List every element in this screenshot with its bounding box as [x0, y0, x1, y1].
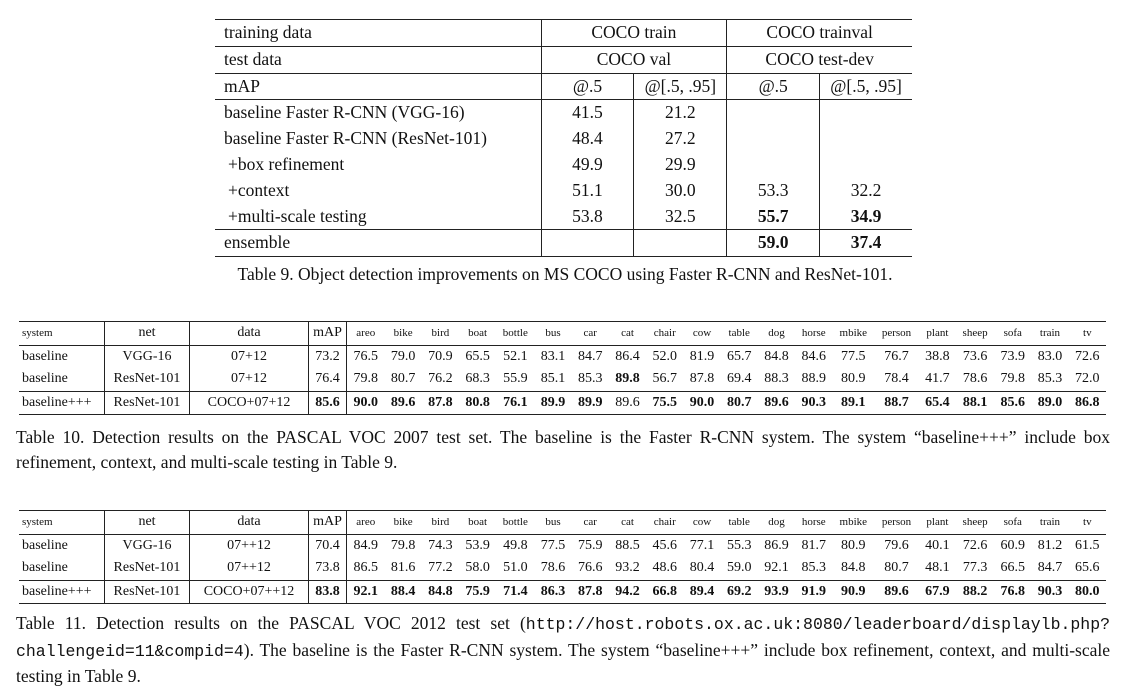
cell: 84.7: [1037, 560, 1063, 575]
header-system: system: [19, 322, 105, 346]
row-data: 07+12: [190, 368, 309, 391]
table-row: [19, 368, 1106, 391]
cell: 65.4: [919, 391, 956, 415]
cell: 76.7: [884, 348, 909, 364]
table-row: [19, 345, 1106, 368]
cell: 77.5: [540, 537, 566, 553]
header-label: mAP: [215, 73, 541, 100]
cell: 71.4: [496, 580, 534, 604]
cell: 79.8: [390, 537, 416, 553]
cell: 32.2: [850, 179, 882, 200]
cell: 80.9: [841, 371, 866, 386]
header-class: table: [721, 511, 758, 535]
cell: 74.3: [428, 537, 453, 553]
cell: 85.3: [578, 371, 603, 386]
cell: 40.1: [925, 537, 950, 553]
header-class: bike: [385, 511, 422, 535]
row-system: baseline+++: [19, 580, 105, 604]
header-train-split: COCO train: [541, 20, 727, 47]
caption-url-link[interactable]: http://host.robots.ox.ac.uk:8080/leaderboard/displaylb.php?challengeid=11&compid=4: [16, 615, 1110, 661]
cell: 87.8: [422, 391, 459, 415]
cell: 86.3: [534, 580, 571, 604]
caption-text: Table 11. Detection results on the PASCAL VOC 2012 test set (: [16, 613, 526, 633]
cell: 90.0: [683, 391, 720, 415]
cell: 79.8: [353, 371, 378, 386]
cell: 80.4: [689, 560, 715, 575]
cell: 89.8: [615, 371, 640, 386]
table-row: [215, 230, 912, 257]
cell: 88.4: [385, 580, 422, 604]
cell: 84.8: [841, 560, 866, 575]
row-label: +box refinement: [215, 152, 541, 178]
cell: 76.6: [578, 560, 603, 575]
cell: 80.0: [1069, 580, 1106, 604]
cell: 89.4: [683, 580, 720, 604]
cell: 80.7: [390, 371, 416, 386]
cell: 70.9: [428, 348, 453, 364]
row-net: ResNet-101: [105, 391, 190, 415]
cell: 81.2: [1037, 537, 1063, 553]
cell: 34.9: [850, 205, 882, 226]
header-class: horse: [795, 511, 832, 535]
cell: [541, 230, 634, 257]
cell: 84.8: [422, 580, 459, 604]
header-class: train: [1031, 322, 1068, 346]
header-label: training data: [215, 20, 541, 47]
cell: 59.0: [727, 230, 820, 257]
table-row: [215, 100, 912, 126]
cell: 94.2: [609, 580, 646, 604]
row-map: 70.4: [309, 534, 347, 557]
header-class: cow: [683, 511, 720, 535]
cell: 66.8: [646, 580, 683, 604]
row-label: +multi-scale testing: [215, 204, 541, 230]
cell: [820, 100, 912, 126]
cell: 88.9: [801, 371, 826, 386]
header-class: person: [874, 511, 919, 535]
cell: 65.5: [465, 348, 490, 364]
row-data: COCO+07++12: [190, 580, 309, 604]
row-net: ResNet-101: [105, 580, 190, 604]
cell: [634, 230, 727, 257]
cell: 51.0: [503, 560, 528, 575]
cell: 87.8: [572, 580, 609, 604]
header-class: plant: [919, 511, 956, 535]
cell: 92.1: [347, 580, 385, 604]
table-row: [19, 580, 1106, 604]
row-data: COCO+07+12: [190, 391, 309, 415]
cell: 75.9: [459, 580, 496, 604]
header-class: car: [572, 511, 609, 535]
row-map: 83.8: [309, 580, 347, 604]
cell: 76.2: [428, 371, 453, 386]
row-system: baseline: [19, 345, 105, 368]
cell: 58.0: [465, 560, 490, 575]
cell: 55.7: [727, 204, 820, 230]
header-test-split: COCO val: [541, 46, 727, 73]
cell: 90.9: [832, 580, 874, 604]
row-system: baseline: [19, 557, 105, 580]
header-test-split: COCO test-dev: [727, 46, 912, 73]
cell: 77.3: [962, 560, 988, 575]
header-class: tv: [1069, 322, 1106, 346]
header-class: boat: [459, 511, 496, 535]
row-net: ResNet-101: [105, 557, 190, 580]
cell: 88.7: [874, 391, 919, 415]
header-class: chair: [646, 511, 683, 535]
cell: 90.0: [347, 391, 385, 415]
cell: 41.5: [541, 100, 634, 126]
cell: 73.9: [1000, 348, 1025, 364]
cell: 48.4: [541, 126, 634, 152]
cell: 84.8: [764, 348, 789, 364]
header-class: train: [1031, 511, 1068, 535]
header-net: net: [105, 511, 190, 535]
cell: 52.0: [652, 348, 677, 364]
cell: 72.6: [1075, 348, 1100, 364]
header-label: test data: [215, 46, 541, 73]
header-class: tv: [1069, 511, 1106, 535]
cell: 21.2: [634, 100, 727, 126]
table-10-caption: Table 10. Detection results on the PASCAL VOC 2007 test set. The baseline is the Faster R-CNN system. The system “baseline+++” include box refinement, context, and multi-scale testing in Table 9.: [16, 427, 1110, 472]
cell: 87.8: [689, 371, 715, 386]
cell: 68.3: [465, 371, 490, 386]
header-class: person: [874, 322, 919, 346]
cell: 88.5: [615, 537, 640, 553]
cell: 29.9: [634, 152, 727, 178]
header-row: [19, 322, 1106, 346]
cell: 89.6: [385, 391, 422, 415]
cell: 85.3: [801, 560, 826, 575]
table-9: [215, 19, 912, 257]
header-map: mAP: [309, 322, 347, 346]
cell: 78.6: [540, 560, 566, 575]
row-map: 73.2: [309, 345, 347, 368]
cell: 55.9: [503, 371, 528, 386]
header-row: [19, 511, 1106, 535]
cell: 48.6: [652, 560, 677, 575]
header-class: bus: [534, 511, 571, 535]
row-label: baseline Faster R-CNN (VGG-16): [215, 100, 541, 126]
cell: 65.6: [1075, 560, 1100, 575]
header-metric: @[.5, .95]: [634, 73, 727, 100]
cell: 45.6: [652, 537, 677, 553]
cell: 88.3: [764, 371, 789, 386]
cell: [727, 152, 820, 178]
row-map: 73.8: [309, 557, 347, 580]
cell: 93.2: [615, 560, 640, 575]
header-class: bike: [385, 322, 422, 346]
cell: 90.3: [795, 391, 832, 415]
cell: 77.2: [428, 560, 453, 575]
row-data: 07++12: [190, 534, 309, 557]
header-class: mbike: [832, 322, 874, 346]
cell: 90.3: [1031, 580, 1068, 604]
header-class: sheep: [956, 511, 994, 535]
row-label: +context: [215, 178, 541, 204]
header-class: cow: [683, 322, 720, 346]
cell: 84.9: [353, 537, 378, 553]
row-system: baseline: [19, 534, 105, 557]
cell: 84.7: [578, 348, 603, 364]
header-net: net: [105, 322, 190, 346]
cell: 75.9: [578, 537, 603, 553]
row-map: 76.4: [309, 368, 347, 391]
header-class: bottle: [496, 511, 534, 535]
row-net: VGG-16: [105, 345, 190, 368]
table-row: [215, 204, 912, 230]
cell: 91.9: [795, 580, 832, 604]
cell: 65.7: [727, 348, 752, 364]
cell: 69.2: [721, 580, 758, 604]
cell: 88.1: [956, 391, 994, 415]
cell: 53.9: [465, 537, 490, 553]
cell: 53.3: [727, 178, 820, 204]
header-class: cat: [609, 322, 646, 346]
cell: 86.8: [1069, 391, 1106, 415]
cell: 30.0: [634, 178, 727, 204]
cell: 83.0: [1037, 348, 1063, 364]
cell: 51.1: [541, 178, 634, 204]
header-data: data: [190, 322, 309, 346]
cell: 27.2: [634, 126, 727, 152]
cell: 61.5: [1075, 537, 1100, 553]
cell: 72.0: [1075, 371, 1100, 386]
table-row: [19, 534, 1106, 557]
cell: [727, 126, 820, 152]
cell: 49.8: [503, 537, 528, 553]
row-net: VGG-16: [105, 534, 190, 557]
cell: 93.9: [758, 580, 795, 604]
caption-text: ). The baseline is the Faster R-CNN system. The system “baseline+++” include box refinement, context, and multi-scale testing in Table 9.: [16, 639, 1110, 686]
cell: 83.1: [540, 348, 566, 364]
header-class: areo: [347, 322, 385, 346]
header-system: system: [19, 511, 105, 535]
header-class: bottle: [496, 322, 534, 346]
row-map: 85.6: [309, 391, 347, 415]
cell: 59.0: [727, 560, 752, 575]
cell: 76.5: [353, 348, 378, 364]
cell: 81.7: [801, 537, 826, 553]
cell: 41.7: [925, 371, 950, 386]
cell: 78.4: [884, 371, 909, 386]
cell: 60.9: [1000, 537, 1025, 553]
table-11-caption: [16, 611, 1110, 689]
row-label: ensemble: [215, 230, 541, 257]
cell: 86.4: [615, 348, 640, 364]
cell: 86.5: [353, 560, 378, 575]
cell: 89.0: [1031, 391, 1068, 415]
cell: 85.6: [994, 391, 1031, 415]
header-class: plant: [919, 322, 956, 346]
header-class: sofa: [994, 511, 1031, 535]
row-data: 07++12: [190, 557, 309, 580]
cell: 48.1: [925, 560, 950, 575]
cell: 80.9: [841, 537, 866, 553]
cell: 89.1: [832, 391, 874, 415]
table-row: [215, 152, 912, 178]
cell: [820, 126, 912, 152]
cell: 81.6: [390, 560, 416, 575]
cell: 76.1: [496, 391, 534, 415]
header-class: car: [572, 322, 609, 346]
cell: 67.9: [919, 580, 956, 604]
cell: 55.3: [727, 537, 752, 553]
cell: 81.9: [689, 348, 715, 364]
cell: 89.6: [874, 580, 919, 604]
cell: 79.0: [390, 348, 416, 364]
cell: 80.7: [721, 391, 758, 415]
table-10: [19, 321, 1106, 415]
cell: 77.5: [841, 348, 866, 364]
cell: 79.6: [884, 537, 909, 553]
cell: 69.4: [727, 371, 752, 386]
header-metric: @.5: [727, 73, 820, 100]
cell: 80.7: [884, 560, 909, 575]
cell: 92.1: [764, 560, 789, 575]
cell: 89.9: [534, 391, 571, 415]
cell: 56.7: [652, 371, 677, 386]
header-class: sheep: [956, 322, 994, 346]
cell: 73.6: [962, 348, 988, 364]
table-row: [215, 178, 912, 204]
table-9-caption: Table 9. Object detection improvements on MS COCO using Faster R-CNN and ResNet-101.: [237, 264, 893, 284]
header-class: chair: [646, 322, 683, 346]
header-class: bus: [534, 322, 571, 346]
header-class: dog: [758, 511, 795, 535]
cell: 89.6: [758, 391, 795, 415]
table-row: [215, 126, 912, 152]
cell: 85.1: [540, 371, 566, 386]
cell: 38.8: [925, 348, 950, 364]
row-system: baseline+++: [19, 391, 105, 415]
header-class: boat: [459, 322, 496, 346]
header-class: bird: [422, 511, 459, 535]
row-net: ResNet-101: [105, 368, 190, 391]
cell: 32.5: [634, 204, 727, 230]
header-metric: @[.5, .95]: [820, 73, 912, 100]
cell: 49.9: [541, 152, 634, 178]
cell: 86.9: [764, 537, 789, 553]
cell: 75.5: [646, 391, 683, 415]
header-class: bird: [422, 322, 459, 346]
cell: 79.8: [1000, 371, 1025, 386]
table-row: [19, 391, 1106, 415]
header-map: mAP: [309, 511, 347, 535]
cell: 78.6: [962, 371, 988, 386]
header-class: table: [721, 322, 758, 346]
header-class: sofa: [994, 322, 1031, 346]
cell: 53.8: [541, 204, 634, 230]
row-label: baseline Faster R-CNN (ResNet-101): [215, 126, 541, 152]
cell: 80.8: [459, 391, 496, 415]
cell: 66.5: [1000, 560, 1025, 575]
row-system: baseline: [19, 368, 105, 391]
cell: [727, 100, 820, 126]
header-class: cat: [609, 511, 646, 535]
cell: 89.6: [609, 391, 646, 415]
cell: 89.9: [572, 391, 609, 415]
header-trainval-split: COCO trainval: [727, 20, 912, 47]
cell: 52.1: [503, 348, 528, 364]
cell: 88.2: [956, 580, 994, 604]
cell: 85.3: [1037, 371, 1063, 386]
cell: 77.1: [689, 537, 715, 553]
row-data: 07+12: [190, 345, 309, 368]
header-metric: @.5: [541, 73, 634, 100]
table-row: [19, 557, 1106, 580]
cell: 76.8: [994, 580, 1031, 604]
table-11: [19, 510, 1106, 604]
cell: 84.6: [801, 348, 826, 364]
cell: [820, 152, 912, 178]
header-class: horse: [795, 322, 832, 346]
header-class: areo: [347, 511, 385, 535]
header-class: mbike: [832, 511, 874, 535]
cell: 72.6: [962, 537, 988, 553]
header-data: data: [190, 511, 309, 535]
header-class: dog: [758, 322, 795, 346]
cell: 37.4: [820, 230, 912, 257]
